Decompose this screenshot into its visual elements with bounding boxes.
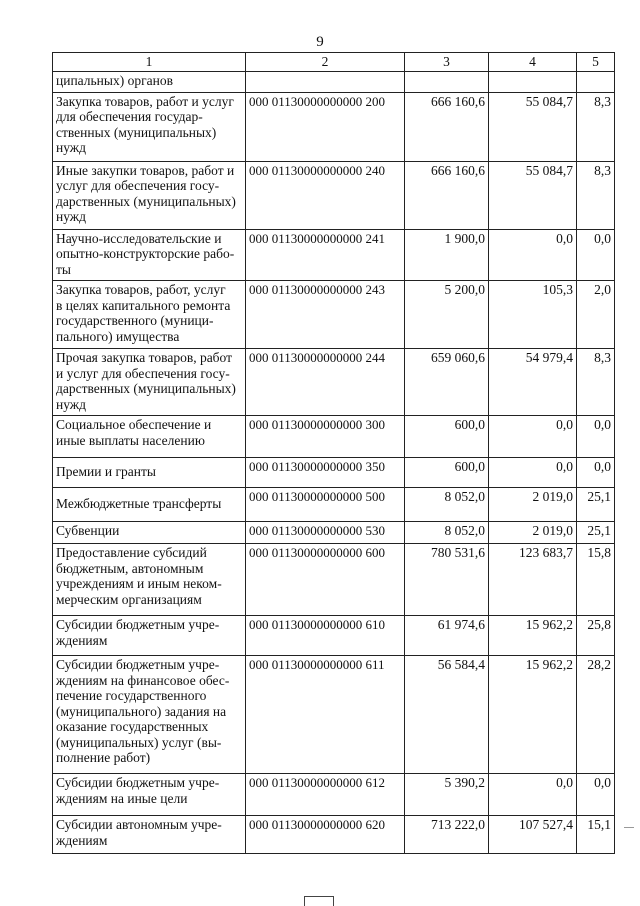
row-value-5: 2,0	[577, 281, 615, 349]
row-value-5: 0,0	[577, 229, 615, 281]
row-code: 000 01130000000000 350	[246, 458, 405, 488]
column-header-5: 5	[577, 53, 615, 72]
row-code: 000 01130000000000 300	[246, 416, 405, 458]
budget-table	[52, 52, 615, 854]
row-name: Субсидии бюджетным учре- ждениям	[53, 616, 246, 656]
row-value-3: 666 160,6	[405, 92, 489, 161]
row-value-3: 659 060,6	[405, 349, 489, 416]
table-row	[53, 92, 615, 161]
row-code	[246, 71, 405, 92]
row-code: 000 01130000000000 612	[246, 774, 405, 816]
table-row	[53, 281, 615, 349]
row-value-4: 15 962,2	[489, 656, 577, 774]
row-value-5: 0,0	[577, 774, 615, 816]
row-name: Премии и гранты	[53, 458, 246, 488]
row-value-3: 780 531,6	[405, 544, 489, 616]
edge-mark	[624, 827, 634, 828]
column-header-1: 1	[53, 53, 246, 72]
page-number: 9	[316, 34, 324, 50]
table-row	[53, 458, 615, 488]
row-value-4: 0,0	[489, 416, 577, 458]
row-value-5: 8,3	[577, 349, 615, 416]
table-row	[53, 349, 615, 416]
row-name: Субсидии автономным учре- ждениям	[53, 816, 246, 854]
row-value-4	[489, 71, 577, 92]
row-value-3: 666 160,6	[405, 161, 489, 229]
row-value-4: 15 962,2	[489, 616, 577, 656]
row-value-3: 8 052,0	[405, 488, 489, 522]
row-code: 000 01130000000000 620	[246, 816, 405, 854]
row-value-3: 713 222,0	[405, 816, 489, 854]
row-value-5: 8,3	[577, 161, 615, 229]
row-name: Субвенции	[53, 522, 246, 544]
row-value-5: 25,1	[577, 522, 615, 544]
row-name: ципальных) органов	[53, 71, 246, 92]
row-value-4: 2 019,0	[489, 522, 577, 544]
row-value-3: 5 200,0	[405, 281, 489, 349]
row-value-3: 600,0	[405, 458, 489, 488]
row-value-5: 15,1	[577, 816, 615, 854]
row-code: 000 01130000000000 610	[246, 616, 405, 656]
row-name: Межбюджетные трансферты	[53, 488, 246, 522]
column-header-3: 3	[405, 53, 489, 72]
table-row	[53, 522, 615, 544]
row-value-4: 0,0	[489, 229, 577, 281]
row-value-3: 600,0	[405, 416, 489, 458]
row-name: Предоставление субсидий бюджетным, автономным учреждениям и иным неком- мерческим организациям	[53, 544, 246, 616]
row-code: 000 01130000000000 241	[246, 229, 405, 281]
row-name: Субсидии бюджетным учре- ждениям на финансовое обес- печение государственного (муниципального) задания на оказание государственных (муниципальных) услуг (вы- полнение работ)	[53, 656, 246, 774]
row-value-4: 107 527,4	[489, 816, 577, 854]
row-value-4: 0,0	[489, 458, 577, 488]
table-row	[53, 616, 615, 656]
row-value-4: 105,3	[489, 281, 577, 349]
row-name: Социальное обеспечение и иные выплаты населению	[53, 416, 246, 458]
row-value-5: 8,3	[577, 92, 615, 161]
row-value-5: 15,8	[577, 544, 615, 616]
row-value-5: 25,1	[577, 488, 615, 522]
row-value-4: 55 084,7	[489, 161, 577, 229]
row-value-4: 2 019,0	[489, 488, 577, 522]
table-body	[53, 71, 615, 854]
table-row	[53, 488, 615, 522]
row-name: Иные закупки товаров, работ и услуг для обеспечения госу- дарственных (муниципальных) нужд	[53, 161, 246, 229]
row-value-4: 55 084,7	[489, 92, 577, 161]
row-value-3: 56 584,4	[405, 656, 489, 774]
table-row	[53, 544, 615, 616]
row-code: 000 01130000000000 240	[246, 161, 405, 229]
row-value-3: 61 974,6	[405, 616, 489, 656]
column-header-2: 2	[246, 53, 405, 72]
row-value-5: 25,8	[577, 616, 615, 656]
row-value-4: 54 979,4	[489, 349, 577, 416]
row-value-5: 0,0	[577, 458, 615, 488]
row-value-5	[577, 71, 615, 92]
table-row	[53, 416, 615, 458]
table-row	[53, 229, 615, 281]
row-name: Субсидии бюджетным учре- ждениям на иные цели	[53, 774, 246, 816]
table-header-row	[53, 53, 615, 72]
row-value-3	[405, 71, 489, 92]
row-name: Закупка товаров, работ и услуг для обеспечения государ- ственных (муниципальных) нужд	[53, 92, 246, 161]
table-row	[53, 656, 615, 774]
row-code: 000 01130000000000 244	[246, 349, 405, 416]
column-header-4: 4	[489, 53, 577, 72]
row-value-3: 1 900,0	[405, 229, 489, 281]
row-code: 000 01130000000000 500	[246, 488, 405, 522]
row-code: 000 01130000000000 243	[246, 281, 405, 349]
table-row	[53, 161, 615, 229]
row-name: Прочая закупка товаров, работ и услуг для обеспечения госу- дарственных (муниципальных) нужд	[53, 349, 246, 416]
table-row	[53, 816, 615, 854]
row-name: Закупка товаров, работ, услуг в целях капитального ремонта государственного (муници- пального) имущества	[53, 281, 246, 349]
row-code: 000 01130000000000 600	[246, 544, 405, 616]
table-row	[53, 71, 615, 92]
row-value-3: 8 052,0	[405, 522, 489, 544]
row-value-5: 28,2	[577, 656, 615, 774]
row-name: Научно-исследовательские и опытно-конструкторские рабо- ты	[53, 229, 246, 281]
table-row	[53, 774, 615, 816]
row-value-4: 123 683,7	[489, 544, 577, 616]
row-value-3: 5 390,2	[405, 774, 489, 816]
row-value-4: 0,0	[489, 774, 577, 816]
row-code: 000 01130000000000 200	[246, 92, 405, 161]
row-value-5: 0,0	[577, 416, 615, 458]
row-code: 000 01130000000000 530	[246, 522, 405, 544]
row-code: 000 01130000000000 611	[246, 656, 405, 774]
